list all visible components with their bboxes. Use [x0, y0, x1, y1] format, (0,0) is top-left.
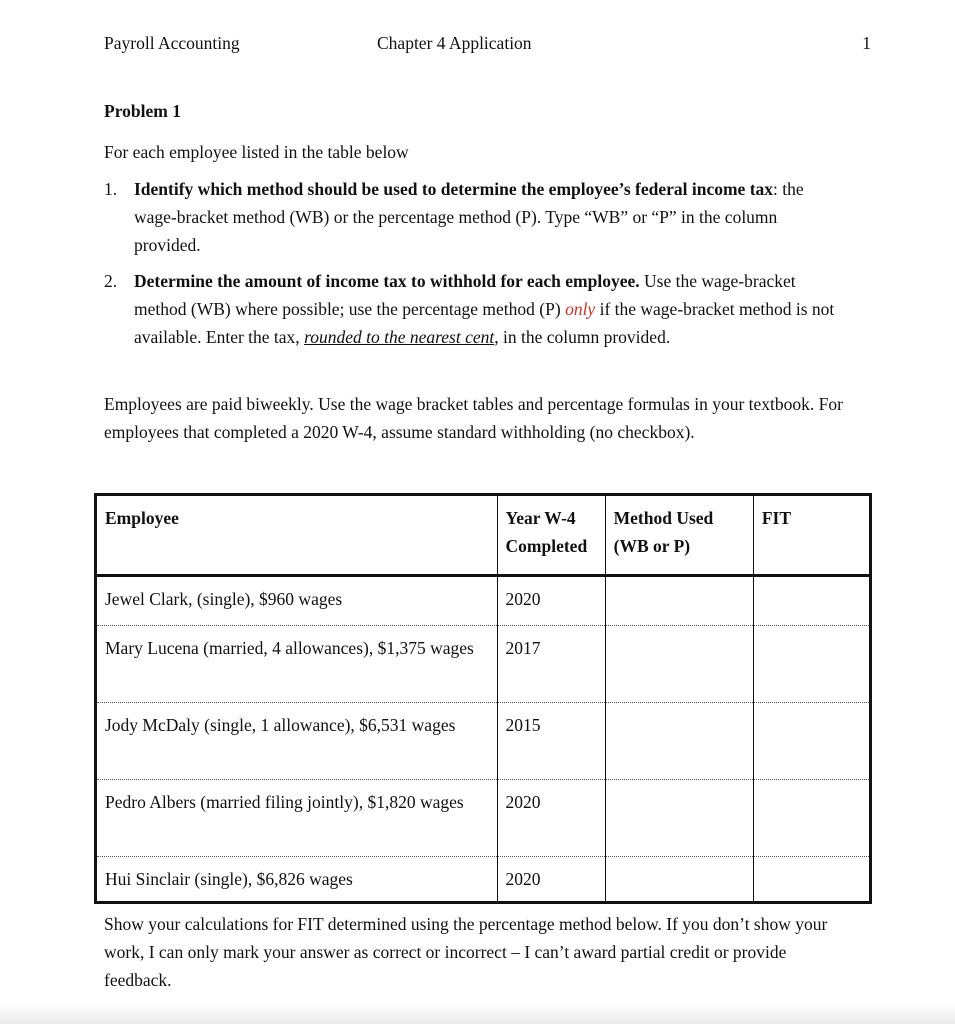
step-1-title: Identify which method should be used to determine the employee’s federal income tax [134, 179, 774, 199]
step-2-text-a: Use the wage-bracket method (WB) where possible; use the percentage method (P) [134, 271, 796, 319]
table-row [96, 857, 871, 903]
year-cell: 2020 [497, 780, 605, 857]
method-cell[interactable] [605, 576, 753, 626]
step-number: 1. [104, 179, 118, 199]
employee-cell: Mary Lucena (married, 4 allowances), $1,375 wages [96, 626, 498, 703]
instructions-paragraph: Employees are paid biweekly. Use the wage bracket tables and percentage formulas in your textbook. For employees that completed a 2020 W-4, assume standard withholding (no checkbox). [104, 394, 843, 442]
course-title: Payroll Accounting [104, 33, 240, 53]
fit-cell[interactable] [753, 857, 870, 903]
method-cell[interactable] [605, 857, 753, 903]
table-row [96, 576, 871, 626]
emphasis-only: only [565, 299, 596, 319]
chapter-title: Chapter 4 Application [377, 33, 532, 53]
year-cell: 2015 [497, 703, 605, 780]
employee-cell: Pedro Albers (married filing jointly), $1,820 wages [96, 780, 498, 857]
employee-cell: Jewel Clark, (single), $960 wages [96, 576, 498, 626]
instruction-step-2 [104, 267, 844, 351]
method-cell[interactable] [605, 626, 753, 703]
method-cell[interactable] [605, 780, 753, 857]
header-fit: FIT [753, 495, 870, 576]
year-cell: 2017 [497, 626, 605, 703]
step-2-text-b: if the wage-bracket method is not available. Enter the tax, [134, 299, 835, 347]
fit-cell[interactable] [753, 626, 870, 703]
year-cell: 2020 [497, 576, 605, 626]
table-row [96, 626, 871, 703]
step-2-text-c: , in the column provided. [494, 327, 671, 347]
year-cell: 2020 [497, 857, 605, 903]
step-number: 2. [104, 271, 118, 291]
method-cell[interactable] [605, 703, 753, 780]
fit-cell[interactable] [753, 780, 870, 857]
problem-heading: Problem 1 [104, 101, 181, 121]
intro-text: For each employee listed in the table below [104, 142, 409, 162]
page-header [104, 33, 871, 57]
step-2-title: Determine the amount of income tax to withhold for each employee. [134, 271, 640, 291]
step-1-text: the wage-bracket method (WB) or the percentage method (P). Type “WB” or “P” in the column provided. [134, 179, 804, 255]
page-number: 1 [862, 33, 871, 53]
fit-cell[interactable] [753, 576, 870, 626]
employee-cell: Hui Sinclair (single), $6,826 wages [96, 857, 498, 903]
calculation-instructions: Show your calculations for FIT determined using the percentage method below. If you don’t show your work, I can only mark your answer as correct or incorrect – I can’t award partial credit or provide feedback. [104, 914, 828, 990]
page-bottom-shadow [0, 1002, 955, 1024]
fit-cell[interactable] [753, 703, 870, 780]
employee-table [94, 493, 872, 904]
step-1-colon: : [773, 179, 778, 199]
employee-cell: Jody McDaly (single, 1 allowance), $6,531 wages [96, 703, 498, 780]
header-method: Method Used (WB or P) [605, 495, 753, 576]
header-year: Year W-4 Completed [497, 495, 605, 576]
table-row [96, 780, 871, 857]
header-employee: Employee [96, 495, 498, 576]
table-header-row [96, 495, 871, 576]
rounding-note: rounded to the nearest cent [304, 327, 495, 347]
instruction-step-1 [104, 175, 844, 259]
instruction-list [104, 175, 844, 351]
table-row [96, 703, 871, 780]
